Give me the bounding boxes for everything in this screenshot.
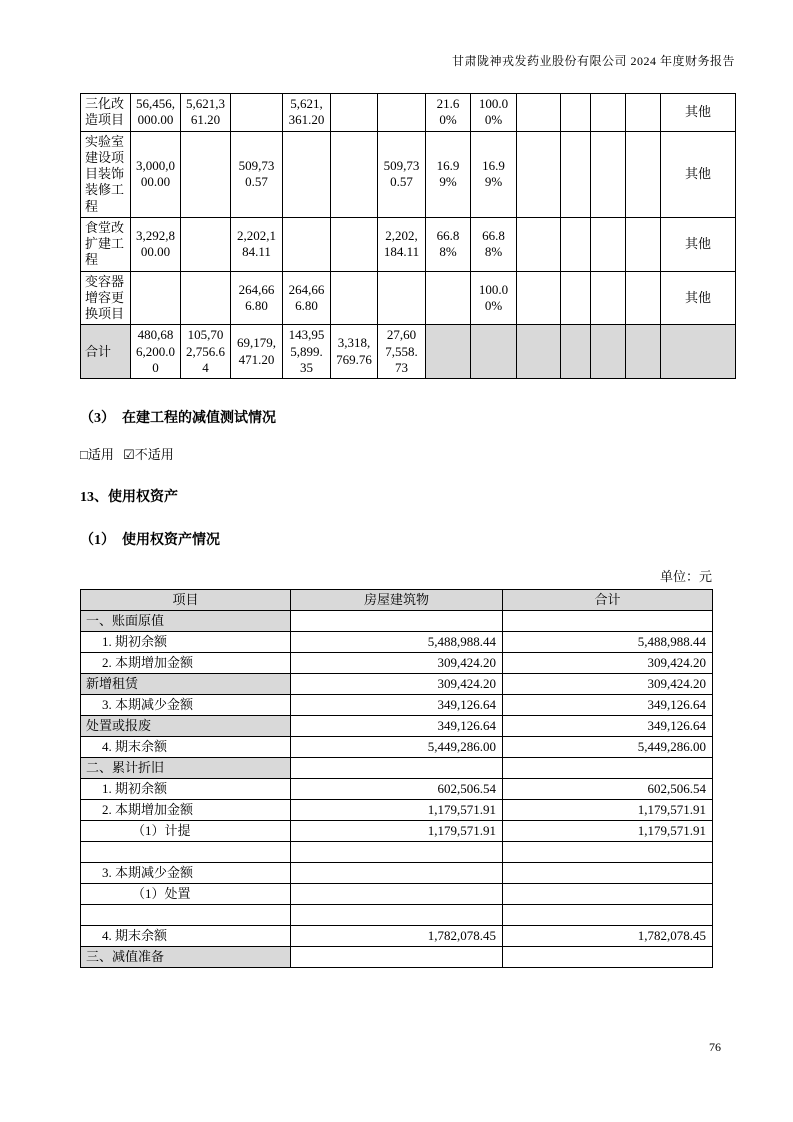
table-row	[81, 695, 713, 716]
amount-cell: 602,506.54	[503, 779, 713, 800]
section-13-heading: 13、使用权资产	[80, 490, 178, 505]
amount-cell: 1,179,571.91	[291, 821, 503, 842]
amount-cell: 1,179,571.91	[503, 800, 713, 821]
value-cell	[378, 94, 426, 132]
project-name-cell: 三化改造项目	[81, 94, 131, 132]
value-cell	[331, 271, 378, 325]
amount-cell: 602,506.54	[291, 779, 503, 800]
value-cell	[626, 325, 661, 379]
value-cell	[283, 217, 331, 271]
item-label-cell: 处置或报废	[81, 716, 291, 737]
value-cell	[591, 325, 626, 379]
value-cell	[426, 325, 471, 379]
project-row	[81, 94, 736, 132]
amount-cell: 309,424.20	[291, 653, 503, 674]
column-header: 房屋建筑物	[291, 590, 503, 611]
right-of-use-assets-table	[80, 589, 713, 968]
value-cell	[561, 325, 591, 379]
item-label-cell: 3. 本期减少金额	[81, 695, 291, 716]
value-cell	[561, 131, 591, 217]
value-cell: 其他	[661, 131, 736, 217]
value-cell	[331, 131, 378, 217]
item-label-cell: 一、账面原值	[81, 611, 291, 632]
value-cell: 3,318,769.76	[331, 325, 378, 379]
amount-cell: 1,782,078.45	[503, 926, 713, 947]
value-cell	[471, 325, 517, 379]
value-cell: 其他	[661, 94, 736, 132]
amount-cell: 349,126.64	[503, 716, 713, 737]
project-name-cell: 食堂改扩建工程	[81, 217, 131, 271]
amount-cell	[503, 758, 713, 779]
amount-cell: 1,782,078.45	[291, 926, 503, 947]
value-cell	[591, 131, 626, 217]
table-row	[81, 821, 713, 842]
value-cell	[661, 325, 736, 379]
table-row	[81, 842, 713, 863]
item-label-cell	[81, 905, 291, 926]
value-cell	[517, 271, 561, 325]
value-cell: 3,000,000.00	[131, 131, 181, 217]
amount-cell: 349,126.64	[503, 695, 713, 716]
page-number: 76	[709, 1040, 721, 1054]
amount-cell: 349,126.64	[291, 695, 503, 716]
construction-in-progress-table	[80, 93, 736, 379]
value-cell	[561, 217, 591, 271]
item-label-cell: 1. 期初余额	[81, 779, 291, 800]
value-cell	[517, 325, 561, 379]
value-cell: 66.88%	[426, 217, 471, 271]
value-cell: 100.00%	[471, 271, 517, 325]
value-cell: 143,955,899.35	[283, 325, 331, 379]
value-cell	[181, 217, 231, 271]
value-cell: 27,607,558.73	[378, 325, 426, 379]
value-cell: 66.88%	[471, 217, 517, 271]
item-label-cell: （1）处置	[81, 884, 291, 905]
amount-cell	[291, 884, 503, 905]
value-cell: 5,621,361.20	[283, 94, 331, 132]
value-cell: 69,179,471.20	[231, 325, 283, 379]
value-cell: 16.99%	[426, 131, 471, 217]
project-row	[81, 271, 736, 325]
project-name-cell: 合计	[81, 325, 131, 379]
value-cell	[517, 217, 561, 271]
value-cell	[626, 94, 661, 132]
table-row	[81, 674, 713, 695]
value-cell	[626, 131, 661, 217]
amount-cell	[291, 947, 503, 968]
item-label-cell: 1. 期初余额	[81, 632, 291, 653]
amount-cell	[291, 863, 503, 884]
value-cell	[331, 94, 378, 132]
value-cell: 264,666.80	[283, 271, 331, 325]
value-cell: 其他	[661, 217, 736, 271]
value-cell: 2,202,184.11	[231, 217, 283, 271]
value-cell: 16.99%	[471, 131, 517, 217]
project-name-cell: 变容器增容更换项目	[81, 271, 131, 325]
value-cell: 56,456,000.00	[131, 94, 181, 132]
value-cell	[181, 131, 231, 217]
value-cell	[426, 271, 471, 325]
table-row	[81, 758, 713, 779]
amount-cell: 309,424.20	[291, 674, 503, 695]
amount-cell	[291, 905, 503, 926]
table-row	[81, 632, 713, 653]
amount-cell	[291, 611, 503, 632]
value-cell	[591, 271, 626, 325]
value-cell: 3,292,800.00	[131, 217, 181, 271]
table-header-row	[81, 590, 713, 611]
value-cell	[378, 271, 426, 325]
table-row	[81, 884, 713, 905]
table-row	[81, 800, 713, 821]
value-cell: 509,730.57	[378, 131, 426, 217]
amount-cell	[503, 884, 713, 905]
value-cell: 105,702,756.64	[181, 325, 231, 379]
amount-cell	[503, 905, 713, 926]
value-cell: 其他	[661, 271, 736, 325]
amount-cell: 5,488,988.44	[503, 632, 713, 653]
project-name-cell: 实验室建设项目装饰装修工程	[81, 131, 131, 217]
amount-cell: 1,179,571.91	[503, 821, 713, 842]
amount-cell	[503, 863, 713, 884]
project-row	[81, 131, 736, 217]
item-label-cell: 新增租赁	[81, 674, 291, 695]
checkbox-applicable: □适用	[80, 447, 114, 462]
item-label-cell: 4. 期末余额	[81, 737, 291, 758]
table-row	[81, 926, 713, 947]
amount-cell	[503, 611, 713, 632]
value-cell	[591, 94, 626, 132]
table-row	[81, 716, 713, 737]
table-row	[81, 737, 713, 758]
impairment-test-heading: （3） 在建工程的减值测试情况	[80, 411, 276, 426]
value-cell	[331, 217, 378, 271]
value-cell: 5,621,361.20	[181, 94, 231, 132]
amount-cell: 1,179,571.91	[291, 800, 503, 821]
table-row	[81, 779, 713, 800]
total-row	[81, 325, 736, 379]
value-cell: 264,666.80	[231, 271, 283, 325]
amount-cell	[503, 947, 713, 968]
subsection-1-heading: （1） 使用权资产情况	[80, 533, 220, 548]
value-cell: 21.60%	[426, 94, 471, 132]
value-cell	[131, 271, 181, 325]
document-header-title: 甘肃陇神戎发药业股份有限公司 2024 年度财务报告	[451, 54, 735, 68]
value-cell: 509,730.57	[231, 131, 283, 217]
table-row	[81, 863, 713, 884]
table-row	[81, 947, 713, 968]
value-cell	[561, 94, 591, 132]
unit-label: 单位：元	[659, 569, 712, 584]
item-label-cell: （1）计提	[81, 821, 291, 842]
item-label-cell	[81, 842, 291, 863]
value-cell: 480,686,200.00	[131, 325, 181, 379]
item-label-cell: 二、累计折旧	[81, 758, 291, 779]
value-cell	[517, 94, 561, 132]
value-cell	[283, 131, 331, 217]
column-header: 合计	[503, 590, 713, 611]
item-label-cell: 三、减值准备	[81, 947, 291, 968]
item-label-cell: 2. 本期增加金额	[81, 653, 291, 674]
amount-cell	[291, 842, 503, 863]
applicability-line	[80, 444, 735, 463]
value-cell	[561, 271, 591, 325]
item-label-cell: 3. 本期减少金额	[81, 863, 291, 884]
item-label-cell: 4. 期末余额	[81, 926, 291, 947]
column-header: 项目	[81, 590, 291, 611]
amount-cell: 309,424.20	[503, 674, 713, 695]
amount-cell: 5,449,286.00	[291, 737, 503, 758]
amount-cell: 309,424.20	[503, 653, 713, 674]
value-cell	[181, 271, 231, 325]
amount-cell: 349,126.64	[291, 716, 503, 737]
item-label-cell: 2. 本期增加金额	[81, 800, 291, 821]
table-row	[81, 611, 713, 632]
value-cell	[591, 217, 626, 271]
value-cell: 2,202,184.11	[378, 217, 426, 271]
value-cell	[517, 131, 561, 217]
amount-cell	[291, 758, 503, 779]
amount-cell: 5,449,286.00	[503, 737, 713, 758]
table-row	[81, 905, 713, 926]
checkbox-not-applicable: ☑不适用	[123, 447, 174, 462]
table-row	[81, 653, 713, 674]
value-cell	[626, 217, 661, 271]
amount-cell	[503, 842, 713, 863]
amount-cell: 5,488,988.44	[291, 632, 503, 653]
value-cell	[231, 94, 283, 132]
value-cell	[626, 271, 661, 325]
value-cell: 100.00%	[471, 94, 517, 132]
project-row	[81, 217, 736, 271]
